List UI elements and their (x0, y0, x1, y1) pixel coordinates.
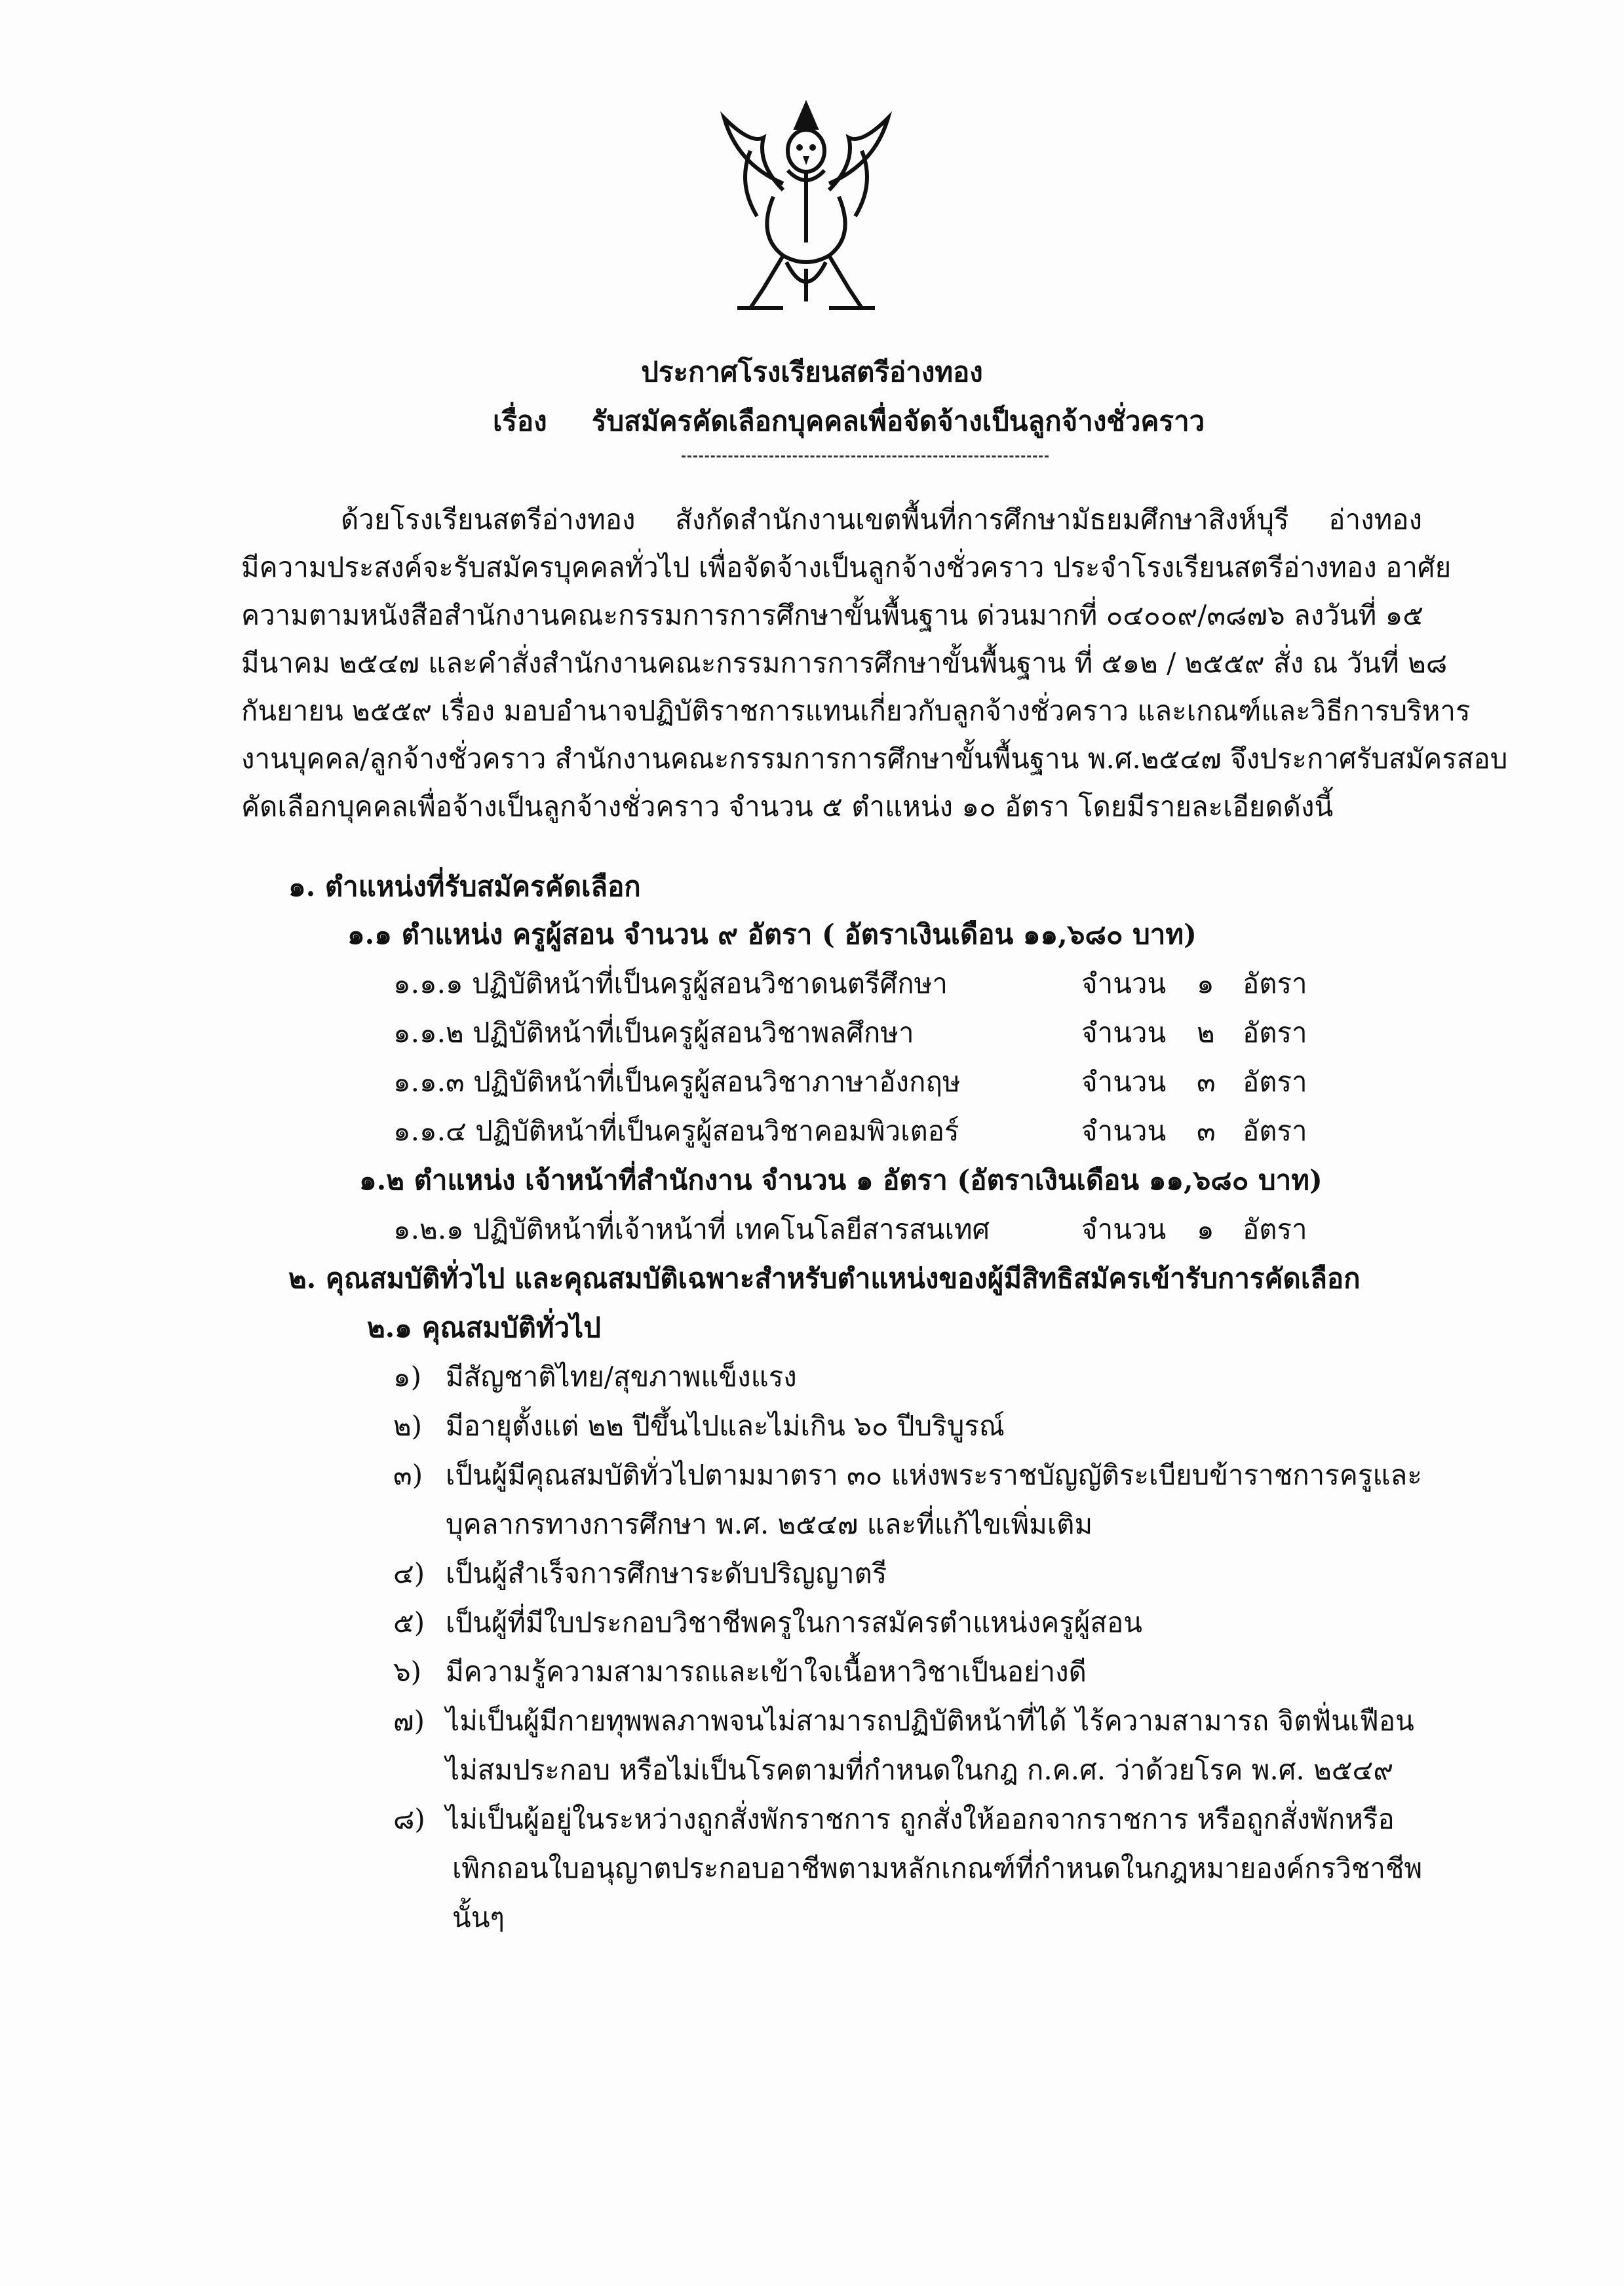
qualification-text: มีสัญชาติไทย/สุขภาพแข็งแรง (446, 1361, 797, 1393)
position-qty-word: จำนวน (1081, 967, 1167, 999)
position-qty-word: จำนวน (1081, 1115, 1167, 1147)
position-unit: อัตรา (1243, 1115, 1307, 1147)
qualification-text: มีความรู้ความสามารถและเข้าใจเนื้อหาวิชาเป็นอย่างดี (446, 1656, 1087, 1688)
intro-line-5: กันยายน ๒๕๕๙ เรื่อง มอบอำนาจปฏิบัติราชการแทนเกี่ยวกับลูกจ้างชั่วคราว และเกณฑ์และวิธีการบริหาร (241, 695, 1471, 727)
qualification-text: บุคลากรทางการศึกษา พ.ศ. ๒๕๔๗ และที่แก้ไขเพิ่มเติม (446, 1508, 1093, 1540)
qualification-text: มีอายุตั้งแต่ ๒๒ ปีขึ้นไปและไม่เกิน ๖๐ ปีบริบูรณ์ (446, 1410, 1005, 1442)
position-qty-word: จำนวน (1081, 1017, 1167, 1049)
garuda-emblem-icon (711, 92, 901, 321)
section1-2-heading: ๑.๒ ตำแหน่ง เจ้าหน้าที่สำนักงาน จำนวน ๑ อัตรา (อัตราเงินเดือน ๑๑,๖๘๐ บาท) (359, 1164, 1323, 1196)
intro-line-6: งานบุคคล/ลูกจ้างชั่วคราว สำนักงานคณะกรรมการการศึกษาขั้นพื้นฐาน พ.ศ.๒๕๔๗ จึงประกาศรับสมัครสอบ (241, 743, 1508, 775)
intro-line-2: มีความประสงค์จะรับสมัครบุคคลทั่วไป เพื่อจัดจ้างเป็นลูกจ้างชั่วคราว ประจำโรงเรียนสตรีอ่างทอง อาศัย (241, 551, 1452, 583)
qualification-text: ไม่สมประกอบ หรือไม่เป็นโรคตามที่กำหนดในกฎ ก.ค.ศ. ว่าด้วยโรค พ.ศ. ๒๕๔๙ (446, 1754, 1394, 1786)
qualification-number: ๔) (393, 1557, 425, 1589)
intro-line-7: คัดเลือกบุคคลเพื่อจ้างเป็นลูกจ้างชั่วคราว จำนวน ๕ ตำแหน่ง ๑๐ อัตรา โดยมีรายละเอียดดังนี้ (241, 790, 1334, 823)
qualification-text: ไม่เป็นผู้มีกายทุพพลภาพจนไม่สามารถปฏิบัติหน้าที่ได้ ไร้ความสามารถ จิตฟั่นเฟือน (446, 1705, 1414, 1737)
position-qty: ๓ (1197, 1066, 1216, 1098)
position-item-label: ๑.๑.๓ ปฏิบัติหน้าที่เป็นครูผู้สอนวิชาภาษาอังกฤษ (393, 1066, 961, 1098)
qualification-number: ๘) (393, 1803, 425, 1835)
qualification-number: ๓) (393, 1459, 423, 1491)
intro-line-1: ด้วยโรงเรียนสตรีอ่างทอง สังกัดสำนักงานเขตพื้นที่การศึกษามัธยมศึกษาสิงห์บุรี อ่างทอง (341, 503, 1422, 535)
qualification-text: ไม่เป็นผู้อยู่ในระหว่างถูกสั่งพักราชการ ถูกสั่งให้ออกจากราชการ หรือถูกสั่งพักหรือ (446, 1803, 1395, 1835)
intro-line-3: ความตามหนังสือสำนักงานคณะกรรมการการศึกษาขั้นพื้นฐาน ด่วนมากที่ ๐๔๐๐๙/๓๘๗๖ ลงวันที่ ๑๕ (241, 599, 1424, 631)
position-item-label: ๑.๑.๔ ปฏิบัติหน้าที่เป็นครูผู้สอนวิชาคอมพิวเตอร์ (393, 1115, 959, 1147)
position-qty: ๒ (1197, 1017, 1215, 1049)
section1-1-heading: ๑.๑ ตำแหน่ง ครูผู้สอน จำนวน ๙ อัตรา ( อัตราเงินเดือน ๑๑,๖๘๐ บาท) (347, 918, 1197, 950)
position-unit: อัตรา (1243, 1213, 1307, 1245)
position-qty-word: จำนวน (1081, 1066, 1167, 1098)
section2-1-heading: ๒.๑ คุณสมบัติทั่วไป (367, 1311, 601, 1344)
position-unit: อัตรา (1243, 1017, 1307, 1049)
position-qty-word: จำนวน (1081, 1213, 1167, 1245)
qualification-text: เป็นผู้ที่มีใบประกอบวิชาชีพครูในการสมัครตำแหน่งครูผู้สอน (446, 1606, 1142, 1638)
position-item-label: ๑.๑.๑ ปฏิบัติหน้าที่เป็นครูผู้สอนวิชาดนตรีศึกษา (393, 967, 948, 999)
qualification-number: ๕) (393, 1606, 425, 1638)
subject-text: รับสมัครคัดเลือกบุคคลเพื่อจัดจ้างเป็นลูกจ้างชั่วคราว (592, 405, 1205, 437)
qualification-number: ๗) (393, 1705, 425, 1737)
section1-heading: ๑. ตำแหน่งที่รับสมัครคัดเลือก (288, 870, 641, 902)
position-qty: ๑ (1197, 1213, 1214, 1245)
qualification-number: ๑) (393, 1361, 422, 1393)
position-unit: อัตรา (1243, 967, 1307, 999)
qualification-number: ๖) (393, 1656, 422, 1688)
section2-heading: ๒. คุณสมบัติทั่วไป และคุณสมบัติเฉพาะสำหรับตำแหน่งของผู้มีสิทธิสมัครเข้ารับการคัดเลือก (288, 1262, 1361, 1294)
subject-label: เรื่อง (493, 405, 547, 437)
position-item-label: ๑.๑.๒ ปฏิบัติหน้าที่เป็นครูผู้สอนวิชาพลศึกษา (393, 1017, 914, 1049)
title-separator (682, 455, 1049, 457)
qualification-text: เพิกถอนใบอนุญาตประกอบอาชีพตามหลักเกณฑ์ที่กำหนดในกฎหมายองค์กรวิชาชีพ (452, 1852, 1423, 1884)
qualification-text: เป็นผู้สำเร็จการศึกษาระดับปริญญาตรี (446, 1557, 887, 1589)
qualification-text: นั้นๆ (452, 1901, 505, 1933)
position-qty: ๓ (1197, 1115, 1216, 1147)
announcement-title: ประกาศโรงเรียนสตรีอ่างทอง (641, 356, 983, 388)
qualification-text: เป็นผู้มีคุณสมบัติทั่วไปตามมาตรา ๓๐ แห่งพระราชบัญญัติระเบียบข้าราชการครูและ (446, 1459, 1422, 1491)
qualification-number: ๒) (393, 1410, 423, 1442)
intro-line-4: มีนาคม ๒๕๔๗ และคำสั่งสำนักงานคณะกรรมการการศึกษาขั้นพื้นฐาน ที่ ๕๑๒ / ๒๕๕๙ สั่ง ณ วันที่ ๒๘ (241, 647, 1448, 679)
position-item-label: ๑.๒.๑ ปฏิบัติหน้าที่เจ้าหน้าที่ เทคโนโลยีสารสนเทศ (393, 1213, 990, 1245)
position-unit: อัตรา (1243, 1066, 1307, 1098)
position-qty: ๑ (1197, 967, 1214, 999)
